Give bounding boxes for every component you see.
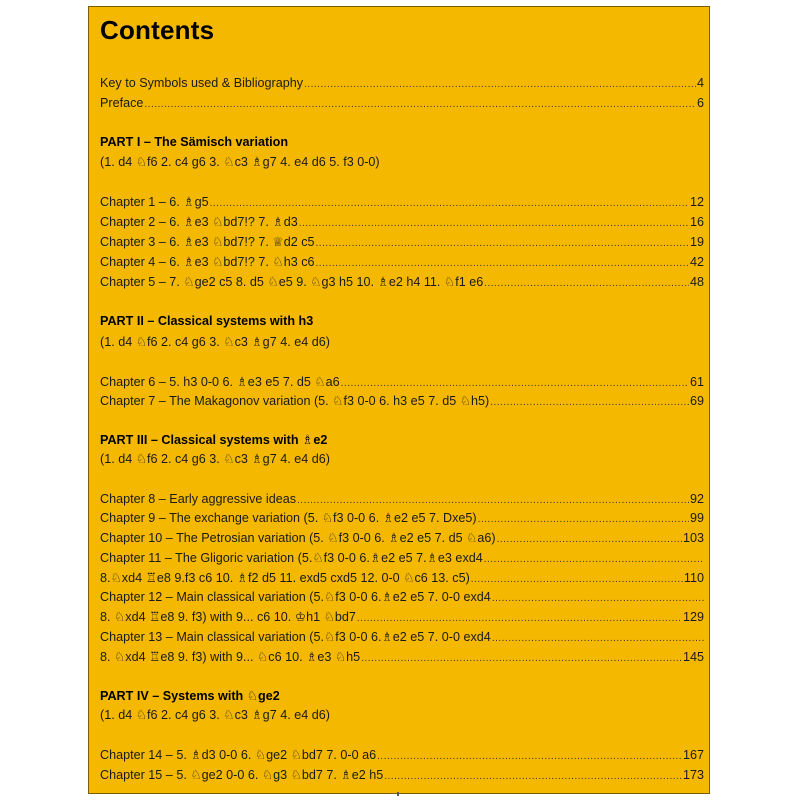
toc-entry-page: 173 (682, 768, 704, 782)
toc-entry-chapter[interactable] (100, 587, 704, 607)
leader-dots (484, 274, 689, 294)
toc-entry-title: Chapter 14 – 5. ♗d3 0-0 6. ♘ge2 ♘bd7 7. 0-0 a6 (100, 748, 377, 762)
toc-entry-page: 103 (682, 531, 704, 545)
toc-entry-page: 16 (689, 215, 704, 229)
leader-dots (497, 530, 682, 550)
toc-entry-preface[interactable] (100, 93, 704, 113)
toc-entry-chapter[interactable] (100, 372, 704, 392)
part-heading: PART III – Classical systems with ♗e2 (100, 433, 328, 447)
toc-entry-chapter[interactable] (100, 745, 704, 765)
toc-entry-title: Chapter 5 – 7. ♘ge2 c5 8. d5 ♘e5 9. ♘g3 h5 10. ♗e2 h4 11. ♘f1 e6 (100, 275, 484, 289)
leader-dots (361, 649, 682, 669)
leader-dots (377, 747, 682, 767)
toc-entry-page: 42 (689, 255, 704, 269)
toc-entry-title: Chapter 2 – 6. ♗e3 ♘bd7!? 7. ♗d3 (100, 215, 298, 229)
contents-page (88, 6, 710, 794)
toc-entry-title: Chapter 11 – The Gligoric variation (5.♘f3 0-0 6.♗e2 e5 7.♗e3 exd4 (100, 551, 483, 565)
toc-entry-title: Chapter 13 – Main classical variation (5.♘f3 0-0 6.♗e2 e5 7. 0-0 exd4 (100, 630, 491, 644)
part-moves: (1. d4 ♘f6 2. c4 g6 3. ♘c3 ♗g7 4. e4 d6) (100, 452, 330, 466)
toc-entry-page: 145 (682, 650, 704, 664)
toc-entry-chapter-cont[interactable] (100, 647, 704, 667)
toc-entry-key[interactable] (100, 73, 704, 93)
toc-lines (89, 7, 709, 793)
part-heading: PART I – The Sämisch variation (100, 135, 289, 149)
part-heading: PART IV – Systems with ♘ge2 (100, 689, 280, 703)
page-edge-mark (397, 792, 399, 796)
leader-dots (492, 629, 704, 649)
toc-entry-page: 99 (689, 511, 704, 525)
toc-entry-chapter[interactable] (100, 627, 704, 647)
toc-entry-page: 12 (689, 195, 704, 209)
toc-entry-chapter-cont[interactable] (100, 607, 704, 627)
part-moves: (1. d4 ♘f6 2. c4 g6 3. ♘c3 ♗g7 4. e4 d6) (100, 708, 330, 722)
toc-entry-title: 8. ♘xd4 ♖e8 9. f3) with 9... ♘c6 10. ♗e3 ♘h5 (100, 650, 361, 664)
toc-entry-title: Preface (100, 96, 144, 110)
toc-entry-title: Key to Symbols used & Bibliography (100, 76, 304, 90)
toc-entry-title: 8.♘xd4 ♖e8 9.f3 c6 10. ♗f2 d5 11. exd5 cxd5 12. 0-0 ♘c6 13. c5) (100, 571, 470, 585)
page-title: Contents (100, 15, 215, 45)
leader-dots (304, 75, 696, 95)
part-moves: (1. d4 ♘f6 2. c4 g6 3. ♘c3 ♗g7 4. e4 d6 5. f3 0-0) (100, 155, 380, 169)
toc-entry-title: Chapter 9 – The exchange variation (5. ♘f3 0-0 6. ♗e2 e5 7. Dxe5) (100, 511, 477, 525)
toc-entry-chapter[interactable] (100, 391, 704, 411)
leader-dots (316, 234, 689, 254)
leader-dots (316, 254, 689, 274)
toc-entry-chapter[interactable] (100, 508, 704, 528)
toc-entry-page: 61 (689, 375, 704, 389)
toc-entry-chapter[interactable] (100, 528, 704, 548)
leader-dots (484, 550, 704, 570)
toc-entry-page: 19 (689, 235, 704, 249)
toc-entry-chapter[interactable] (100, 489, 704, 509)
leader-dots (384, 767, 682, 787)
toc-entry-chapter-cont[interactable] (100, 568, 704, 588)
part-heading: PART II – Classical systems with h3 (100, 314, 314, 328)
toc-entry-page: 92 (689, 492, 704, 506)
toc-entry-chapter[interactable] (100, 232, 704, 252)
toc-entry-title: Chapter 4 – 6. ♗e3 ♘bd7!? 7. ♘h3 c6 (100, 255, 315, 269)
leader-dots (478, 510, 689, 530)
leader-dots (490, 393, 689, 413)
leader-dots (492, 589, 704, 609)
toc-entry-chapter[interactable] (100, 212, 704, 232)
toc-entry-chapter[interactable] (100, 548, 704, 568)
toc-entry-title: 8. ♘xd4 ♖e8 9. f3) with 9... c6 10. ♔h1 ♘bd7 (100, 610, 356, 624)
toc-entry-chapter[interactable] (100, 192, 704, 212)
toc-entry-title: Chapter 3 – 6. ♗e3 ♘bd7!? 7. ♕d2 c5 (100, 235, 315, 249)
toc-entry-page: 167 (682, 748, 704, 762)
toc-entry-chapter[interactable] (100, 252, 704, 272)
toc-entry-title: Chapter 6 – 5. h3 0-0 6. ♗e3 e5 7. d5 ♘a6 (100, 375, 340, 389)
toc-entry-title: Chapter 7 – The Makagonov variation (5. ♘f3 0-0 6. h3 e5 7. d5 ♘h5) (100, 394, 490, 408)
leader-dots (210, 194, 689, 214)
toc-entry-page: 110 (683, 571, 704, 585)
toc-entry-chapter[interactable] (100, 765, 704, 785)
toc-entry-title: Chapter 10 – The Petrosian variation (5. ♘f3 0-0 6. ♗e2 e5 7. d5 ♘a6) (100, 531, 496, 545)
toc-entry-title: Chapter 1 – 6. ♗g5 (100, 195, 209, 209)
toc-entry-title: Chapter 12 – Main classical variation (5.♘f3 0-0 6.♗e2 e5 7. 0-0 exd4 (100, 590, 491, 604)
toc-entry-chapter[interactable] (100, 272, 704, 292)
toc-entry-page: 6 (696, 96, 704, 110)
leader-dots (357, 609, 682, 629)
toc-entry-page: 4 (696, 76, 704, 90)
leader-dots (144, 95, 696, 115)
toc-entry-title: Chapter 15 – 5. ♘ge2 0-0 6. ♘g3 ♘bd7 7. ♗e2 h5 (100, 768, 384, 782)
part-moves: (1. d4 ♘f6 2. c4 g6 3. ♘c3 ♗g7 4. e4 d6) (100, 335, 330, 349)
leader-dots (299, 214, 689, 234)
toc-entry-page: 129 (682, 610, 704, 624)
toc-entry-page: 48 (689, 275, 704, 289)
toc-entry-page: 69 (689, 394, 704, 408)
toc-entry-title: Chapter 8 – Early aggressive ideas (100, 492, 297, 506)
